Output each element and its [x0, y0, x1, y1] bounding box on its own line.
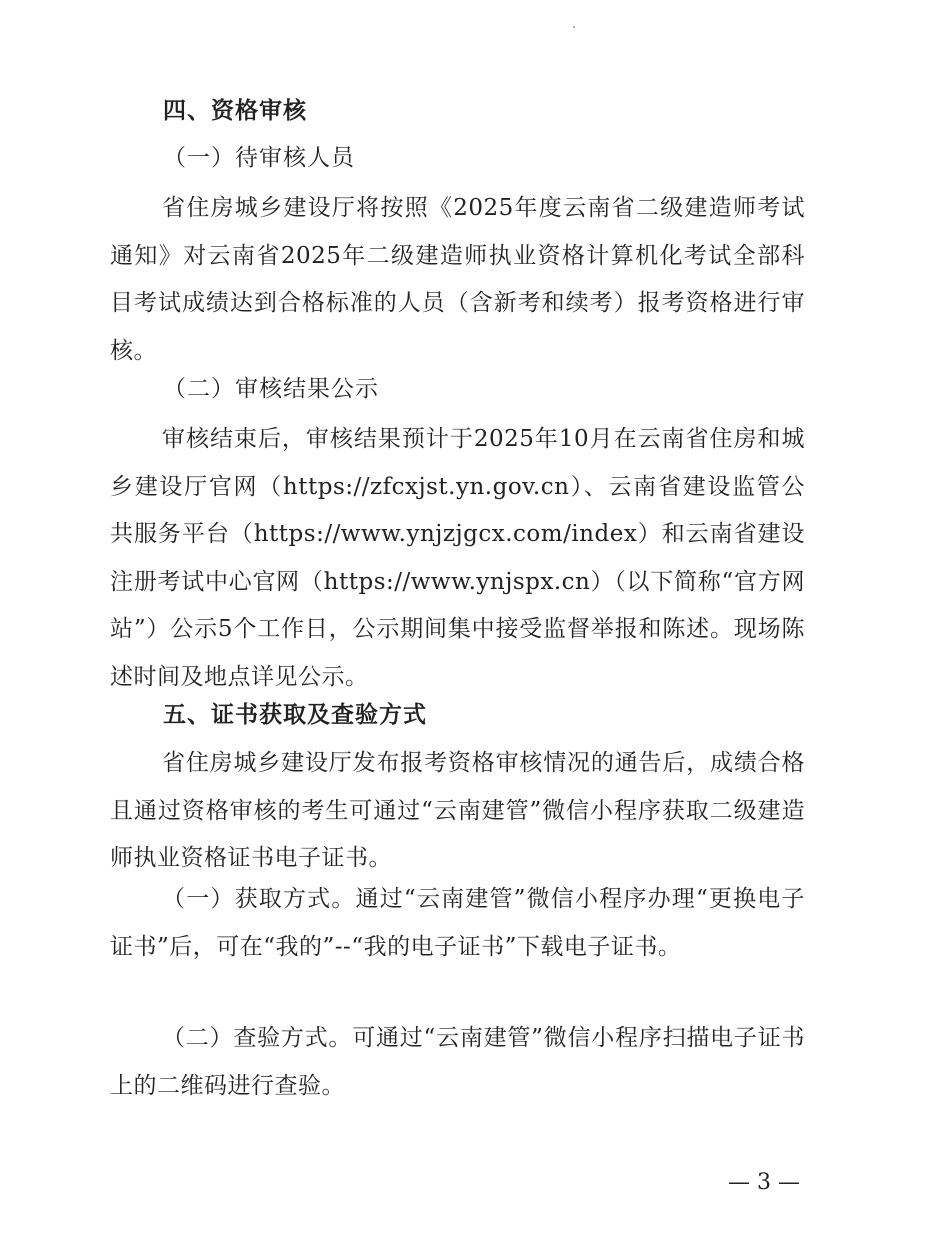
- section-4-heading: 四、资格审核: [163, 98, 307, 124]
- section-5-item-1: （一）获取方式。通过“云南建管”微信小程序办理“更换电子证书”后，可在“我的”--“我的电子证书”下载电子证书。: [110, 886, 805, 960]
- section-5-intro: 省住房城乡建设厅发布报考资格审核情况的通告后，成绩合格且通过资格审核的考生可通过“云南建管”微信小程序获取二级建造师执业资格证书电子证书。: [110, 750, 805, 871]
- section-4-sub-2-title: （二）审核结果公示: [163, 376, 379, 402]
- section-4-sub-2-body: 审核结束后，审核结果预计于2025年10月在云南省住房和城乡建设厅官网（https://zfcxjst.yn.gov.cn）、云南省建设监管公共服务平台（https://www.ynjzjgcx.com/index）和云南省建设注册考试中心官网（https://www.ynjspx.cn）（以下简称“官方网站”）公示5个工作日，公示期间集中接受监督举报和陈述。现场陈述时间及地点详见公示。: [110, 426, 805, 690]
- section-4-sub-1-title: （一）待审核人员: [163, 145, 355, 171]
- page-number: — 3 —: [728, 1170, 800, 1195]
- section-4-sub-1-body: 省住房城乡建设厅将按照《2025年度云南省二级建造师考试通知》对云南省2025年二级建造师执业资格计算机化考试全部科目考试成绩达到合格标准的人员（含新考和续考）报考资格进行审核。: [110, 195, 805, 364]
- section-5-item-2: （二）查验方式。可通过“云南建管”微信小程序扫描电子证书上的二维码进行查验。: [110, 1025, 805, 1099]
- section-5-heading: 五、证书获取及查验方式: [163, 702, 427, 728]
- scan-speck: [573, 26, 575, 28]
